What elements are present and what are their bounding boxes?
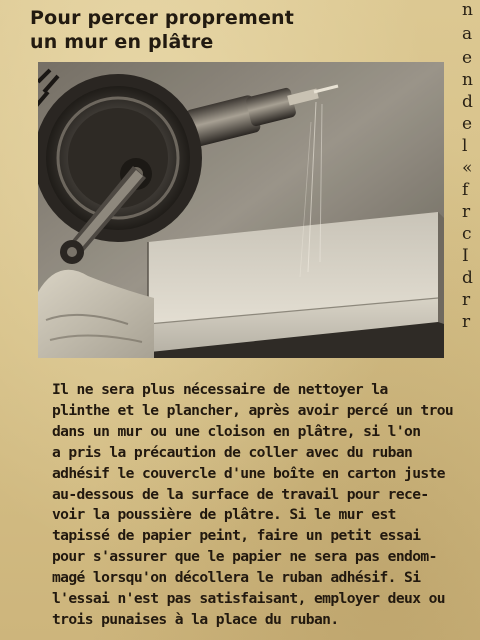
column-fragment-10: r <box>462 202 471 222</box>
body-line-8: tapissé de papier peint, faire un petit essai <box>52 527 421 545</box>
column-fragment-4: n <box>462 70 473 90</box>
body-line-2: plinthe et le plancher, après avoir percé un trou <box>52 401 454 419</box>
drill-photo <box>38 62 444 358</box>
column-fragment-12: I <box>462 246 469 266</box>
column-fragment-2: a <box>462 24 473 44</box>
column-fragment-5: d <box>462 92 473 112</box>
body-line-10: magé lorsqu'on décollera le ruban adhésif. Si <box>52 569 421 587</box>
column-fragment-13: d <box>462 268 473 288</box>
column-fragment-1: n <box>462 0 473 20</box>
body-line-12: trois punaises à la place du ruban. <box>52 610 339 628</box>
column-fragment-8: « <box>462 158 473 178</box>
column-fragment-6: e <box>462 114 473 134</box>
body-line-7: voir la poussière de plâtre. Si le mur est <box>52 506 396 524</box>
column-fragment-9: f <box>462 180 469 200</box>
article-body <box>52 380 462 631</box>
adjacent-column-fragment <box>462 0 480 640</box>
column-fragment-15: r <box>462 312 471 332</box>
column-fragment-11: c <box>462 224 472 244</box>
body-line-11: l'essai n'est pas satisfaisant, employer deux ou <box>52 590 445 608</box>
column-fragment-3: e <box>462 48 473 68</box>
article-headline <box>30 6 360 54</box>
body-line-5: adhésif le couvercle d'une boîte en carton juste <box>52 464 445 482</box>
body-line-4: a pris la précaution de coller avec du ruban <box>52 443 413 461</box>
drill-photo-illustration <box>38 62 444 358</box>
headline-line-2: un mur en plâtre <box>30 31 214 53</box>
headline-line-1: Pour percer proprement <box>30 7 295 29</box>
column-fragment-14: r <box>462 290 471 310</box>
body-line-9: pour s'assurer que le papier ne sera pas endom- <box>52 548 437 566</box>
body-line-6: au-dessous de la surface de travail pour rece- <box>52 485 429 503</box>
body-line-3: dans un mur ou une cloison en plâtre, si l'on <box>52 422 421 440</box>
body-line-1: Il ne sera plus nécessaire de nettoyer la <box>52 381 388 398</box>
column-fragment-7: l <box>462 136 468 156</box>
